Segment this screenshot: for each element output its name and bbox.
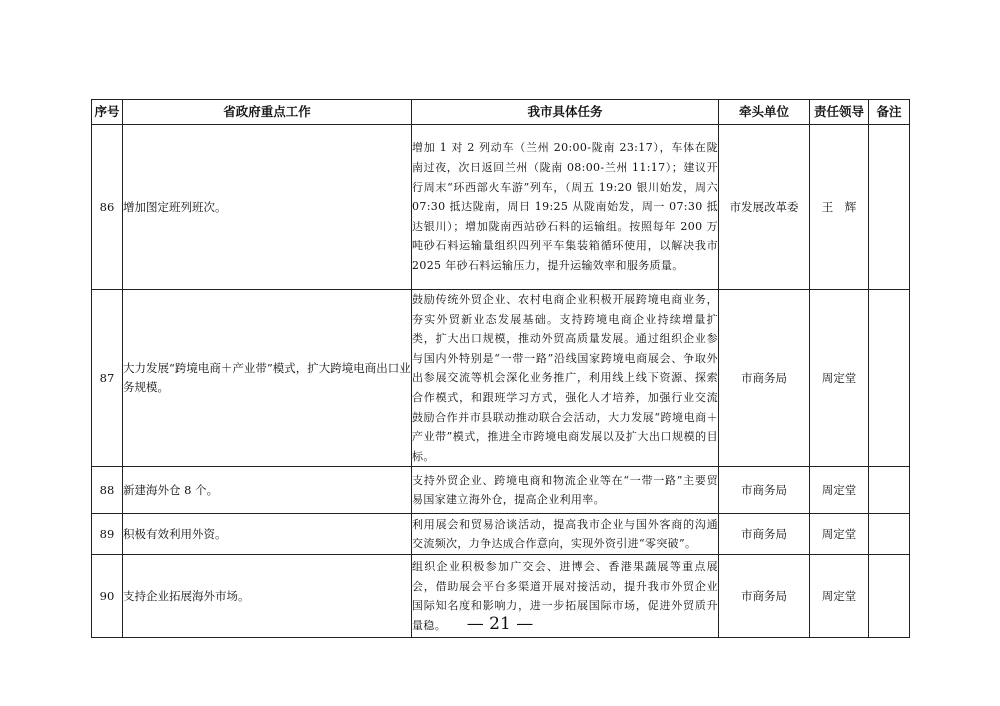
header-lead-unit: 牵头单位 [719, 100, 810, 125]
row-city-task: 支持外贸企业、跨境电商和物流企业等在“一带一路”主要贸易国家建立海外仓，提高企业利用率。 [412, 467, 719, 514]
row-lead-unit: 市发展改革委 [719, 125, 810, 290]
row-provincial-work: 增加图定班列班次。 [123, 125, 412, 290]
header-provincial-work: 省政府重点工作 [123, 100, 412, 125]
table-row [92, 467, 910, 514]
row-provincial-work: 积极有效利用外资。 [123, 514, 412, 555]
row-city-task: 增加 1 对 2 列动车（兰州 20:00-陇南 23:17），车体在陇南过夜，次日返回兰州（陇南 08:00-兰州 11:17）；建议开行周末“环西部火车游”列车，（周五 19:20 银川始发，周六 07:30 抵达陇南，周日 19:25 从陇南始发，周一 07:30 抵达银川）；增加陇南西站砂石料的运输组。按照每年 200 万吨砂石料运输量组织四列平车集装箱循环使用，以解决我市 2025 年砂石料运输压力，提升运输效率和服务质量。 [412, 125, 719, 290]
row-lead-unit: 市商务局 [719, 514, 810, 555]
page-number: — 21 — [466, 614, 534, 634]
row-lead-unit: 市商务局 [719, 555, 810, 638]
table-header-row [92, 100, 910, 125]
row-provincial-work: 大力发展“跨境电商＋产业带”模式，扩大跨境电商出口业务规模。 [123, 290, 412, 467]
row-serial-number: 87 [92, 290, 123, 467]
row-responsible-leader: 周定堂 [810, 290, 869, 467]
row-provincial-work: 新建海外仓 8 个。 [123, 467, 412, 514]
row-remarks [869, 290, 910, 467]
header-serial-number: 序号 [92, 100, 123, 125]
table-row [92, 125, 910, 290]
row-responsible-leader: 周定堂 [810, 467, 869, 514]
row-lead-unit: 市商务局 [719, 290, 810, 467]
header-city-task: 我市具体任务 [412, 100, 719, 125]
row-responsible-leader: 王 辉 [810, 125, 869, 290]
row-remarks [869, 467, 910, 514]
row-remarks [869, 125, 910, 290]
row-responsible-leader: 周定堂 [810, 555, 869, 638]
row-city-task: 鼓励传统外贸企业、农村电商企业积极开展跨境电商业务，夯实外贸新业态发展基础。支持跨境电商企业持续增量扩类，扩大出口规模，推动外贸高质量发展。通过组织企业参与国内外特别是“一带一路”沿线国家跨境电商展会、争取外出参展交流等机会深化业务推广，利用线上线下资源、探索合作模式，和跟班学习方式，强化人才培养，加强行业交流鼓励合作并市县联动推动联合会活动，大力发展“跨境电商＋产业带”模式，推进全市跨境电商发展以及扩大出口规模的目标。 [412, 290, 719, 467]
row-serial-number: 86 [92, 125, 123, 290]
header-responsible-leader: 责任领导 [810, 100, 869, 125]
table-row [92, 290, 910, 467]
row-serial-number: 90 [92, 555, 123, 638]
task-table [91, 99, 910, 638]
row-remarks [869, 514, 910, 555]
table-row [92, 514, 910, 555]
row-serial-number: 89 [92, 514, 123, 555]
row-responsible-leader: 周定堂 [810, 514, 869, 555]
row-provincial-work: 支持企业拓展海外市场。 [123, 555, 412, 638]
row-city-task: 利用展会和贸易洽谈活动，提高我市企业与国外客商的沟通交流频次，力争达成合作意向，实现外资引进“零突破”。 [412, 514, 719, 555]
row-lead-unit: 市商务局 [719, 467, 810, 514]
header-remarks: 备注 [869, 100, 910, 125]
row-city-task: 组织企业积极参加广交会、进博会、香港果蔬展等重点展会，借助展会平台多渠道开展对接活动，提升我市外贸企业国际知名度和影响力，进一步拓展国际市场，促进外贸质升量稳。 [412, 555, 719, 638]
row-serial-number: 88 [92, 467, 123, 514]
